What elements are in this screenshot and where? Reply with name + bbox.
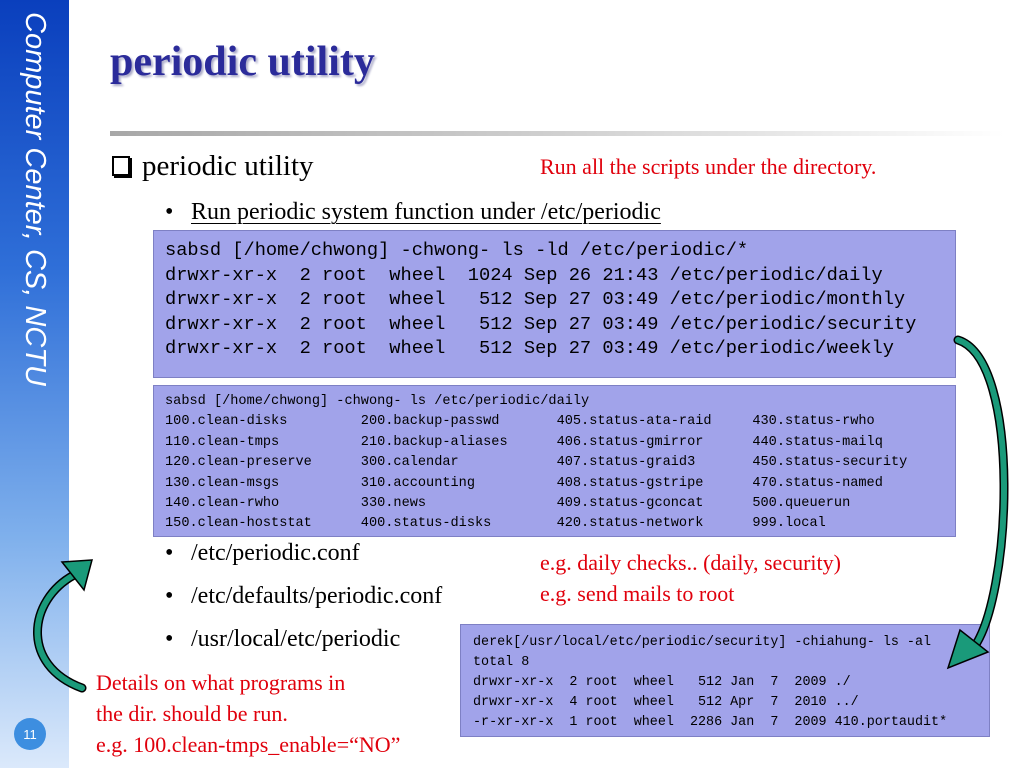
- slide-title: periodic utility: [110, 39, 375, 85]
- sidebar: [0, 0, 69, 768]
- terminal-ls-periodic: [153, 230, 956, 378]
- note-line: e.g. daily checks.. (daily, security): [540, 550, 841, 575]
- note-daily-checks: [540, 547, 841, 609]
- terminal-line: 100.clean-disks 200.backup-passwd 405.status-ata-raid 430.status-rwho: [165, 414, 875, 430]
- sub-bullet-text: /etc/periodic.conf: [191, 540, 360, 566]
- note-line: Details on what programs in: [96, 670, 346, 695]
- sub-bullet-text: Run periodic system function under /etc/periodic: [191, 199, 661, 225]
- sub-bullet-text: /usr/local/etc/periodic: [191, 626, 401, 652]
- sub-bullet-1: [165, 199, 661, 226]
- checkbox-bullet-icon: [112, 156, 130, 176]
- bullet-dot-icon: •: [165, 583, 174, 609]
- sidebar-label: Computer Center, CS, NCTU: [19, 12, 51, 386]
- main-bullet: [112, 150, 314, 183]
- title-divider: [110, 131, 1005, 136]
- note-run-all-scripts: Run all the scripts under the directory.: [540, 154, 877, 179]
- main-bullet-text: periodic utility: [142, 150, 314, 182]
- sub-bullet-3: [165, 583, 442, 610]
- terminal-ls-security: [460, 624, 990, 737]
- page-number-badge: 11: [14, 718, 46, 750]
- terminal-line: total 8: [473, 655, 530, 670]
- terminal-line: derek[/usr/local/etc/periodic/security] -chiahung- ls -al: [473, 635, 932, 650]
- terminal-line: 140.clean-rwho 330.news 409.status-gconcat 500.queuerun: [165, 496, 851, 512]
- sub-bullet-4: [165, 626, 400, 653]
- terminal-line: drwxr-xr-x 2 root wheel 512 Sep 27 03:49 /etc/periodic/security: [165, 312, 917, 335]
- terminal-line: drwxr-xr-x 4 root wheel 512 Apr 7 2010 ../: [473, 695, 859, 710]
- terminal-line: drwxr-xr-x 2 root wheel 512 Sep 27 03:49 /etc/periodic/monthly: [165, 288, 906, 310]
- bullet-dot-icon: •: [165, 199, 174, 225]
- terminal-line: 150.clean-hoststat 400.status-disks 420.status-network 999.local: [165, 516, 826, 532]
- terminal-line: drwxr-xr-x 2 root wheel 512 Sep 27 03:49 /etc/periodic/weekly: [165, 337, 894, 359]
- sub-bullet-2: [165, 540, 360, 567]
- terminal-line: 120.clean-preserve 300.calendar 407.status-graid3 450.status-security: [165, 455, 908, 471]
- sub-bullet-text: /etc/defaults/periodic.conf: [191, 583, 443, 609]
- note-details: [96, 667, 400, 760]
- curved-arrow-right-icon: [948, 340, 1004, 668]
- bullet-dot-icon: •: [165, 540, 174, 566]
- terminal-line: -r-xr-xr-x 1 root wheel 2286 Jan 7 2009 410.portaudit*: [473, 715, 948, 730]
- terminal-line: 130.clean-msgs 310.accounting 408.status-gstripe 470.status-named: [165, 475, 883, 491]
- terminal-line: sabsd [/home/chwong] -chwong- ls -ld /etc/periodic/*: [165, 239, 749, 261]
- terminal-line: sabsd [/home/chwong] -chwong- ls /etc/periodic/daily: [165, 394, 590, 409]
- terminal-line: drwxr-xr-x 2 root wheel 1024 Sep 26 21:43 /etc/periodic/daily: [165, 263, 883, 286]
- note-line: the dir. should be run.: [96, 701, 288, 726]
- terminal-ls-daily: [153, 385, 956, 537]
- bullet-dot-icon: •: [165, 626, 174, 652]
- note-line: e.g. send mails to root: [540, 581, 735, 606]
- note-line: e.g. 100.clean-tmps_enable=“NO”: [96, 732, 401, 757]
- terminal-line: drwxr-xr-x 2 root wheel 512 Jan 7 2009 ./: [473, 675, 851, 690]
- terminal-line: 110.clean-tmps 210.backup-aliases 406.status-gmirror 440.status-mailq: [165, 434, 883, 450]
